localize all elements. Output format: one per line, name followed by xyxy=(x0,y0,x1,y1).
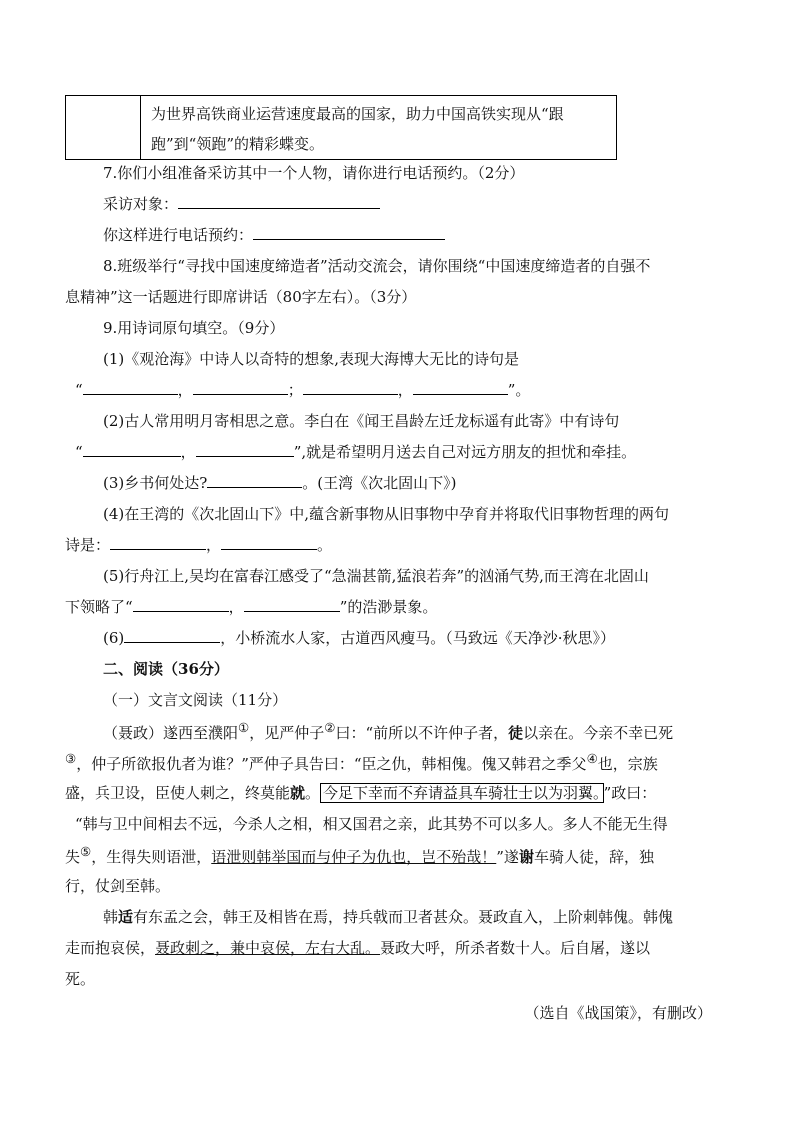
answer-blank[interactable] xyxy=(133,596,229,612)
question-9: 9.用诗词原句填空。（9分） xyxy=(103,319,285,337)
question-9-2: (2)古人常用明月寄相思之意。李白在《闻王昌龄左迁龙标遥有此寄》中有诗句 xyxy=(103,412,620,430)
q9-2-blanks: “ ， ”,就是希望明月送去自己对远方朋友的担忧和牵挂。 xyxy=(75,443,637,461)
answer-blank[interactable] xyxy=(221,534,317,550)
underlined-sentence: 聂政刺之，兼中哀侯，左右大乱。 xyxy=(155,939,381,957)
section-heading-reading: 二、阅读（36分） xyxy=(103,660,229,678)
underlined-sentence: 语泄则韩举国而与仲子为仇也，岂不殆哉！ xyxy=(211,848,497,866)
q9-4-blanks: 诗是： ， 。 xyxy=(65,536,333,554)
passage-line: ③，仲子所欲报仇者为谁？”严仲子具告曰：“臣之仇，韩相傀。傀又韩君之季父④也，宗族 xyxy=(65,751,658,773)
question-8-line2: 息精神”这一话题进行即席讲话（80字左右）。（3分） xyxy=(65,288,417,306)
answer-blank[interactable] xyxy=(207,472,302,488)
passage-line: 韩适有东孟之会，韩王及相皆在焉，持兵戟而卫者甚众。聂政直入，上阶刺韩傀。韩傀 xyxy=(103,908,674,926)
passage-line: 走而抱哀侯，聂政刺之，兼中哀侯，左右大乱。聂政大呼，所杀者数十人。后自屠，遂以 xyxy=(65,939,651,957)
boxed-sentence: 今足下幸而不弃请益具车骑壮士以为羽翼。 xyxy=(320,783,604,803)
q7-target-label: 采访对象： xyxy=(103,193,380,214)
answer-blank[interactable] xyxy=(124,627,220,643)
passage-line: 死。 xyxy=(65,970,96,988)
passage-line: 行，仗剑至韩。 xyxy=(65,877,171,895)
answer-blank[interactable] xyxy=(253,224,445,240)
answer-blank[interactable] xyxy=(178,193,380,209)
passage-line: “韩与卫中间相去不远，今杀人之相，相又国君之亲，此其势不可以多人。多人不能无生得 xyxy=(75,815,668,833)
question-9-6: (6) ，小桥流水人家，古道西风瘦马。（马致远《天净沙·秋思》） xyxy=(103,629,616,647)
question-9-1: (1)《观沧海》中诗人以奇特的想象,表现大海博大无比的诗句是 xyxy=(103,350,520,368)
subsection-heading-classical: （一）文言文阅读（11分） xyxy=(103,691,288,709)
question-9-4: (4)在王湾的《次北固山下》中,蕴含新事物从旧事物中孕育并将取代旧事物哲理的两句 xyxy=(103,505,670,523)
question-8-line1: 8.班级举行“寻找中国速度缔造者”活动交流会，请你围绕“中国速度缔造者的自强不 xyxy=(103,257,651,275)
answer-blank[interactable] xyxy=(196,441,294,457)
answer-blank[interactable] xyxy=(244,596,340,612)
answer-blank[interactable] xyxy=(83,441,181,457)
passage-line: （聂政）遂西至濮阳①，见严仲子②曰：“前所以不许仲子者，徒以亲在。今亲不幸已死 xyxy=(103,720,674,742)
question-9-3: (3)乡书何处达? 。(王湾《次北固山下》) xyxy=(103,474,457,492)
question-7: 7.你们小组准备采访其中一个人物，请你进行电话预约。（2分） xyxy=(103,164,525,182)
q9-5-blanks: 下领略了“ ， ”的浩渺景象。 xyxy=(65,598,438,616)
q9-1-blanks: “ ， ； ， ”。 xyxy=(75,381,531,399)
passage-line: 盛，兵卫设，臣使人刺之，终莫能就。 今足下幸而不弃请益具车骑壮士以为羽翼。 ”政曰： xyxy=(65,784,657,802)
answer-blank[interactable] xyxy=(110,534,206,550)
answer-blank[interactable] xyxy=(193,379,288,395)
table-cell-empty xyxy=(66,96,141,160)
answer-blank[interactable] xyxy=(303,379,398,395)
q7-call-label: 你这样进行电话预约： xyxy=(103,224,445,245)
passage-line: 失⑤，生得失则语泄，语泄则韩举国而与仲子为仇也，岂不殆哉！”遂谢车骑人徒，辞，独 xyxy=(65,844,654,866)
source-note: （选自《战国策》，有删改） xyxy=(524,1004,712,1022)
info-table xyxy=(65,95,617,160)
answer-blank[interactable] xyxy=(413,379,508,395)
table-cell-text: 为世界高铁商业运营速度最高的国家，助力中国高铁实现从“跟跑”到“领跑”的精彩蝶变。 xyxy=(141,96,617,160)
question-9-5: (5)行舟江上,吴均在富春江感受了“急湍甚箭,猛浪若奔”的汹涌气势,而王湾在北固山 xyxy=(103,567,649,585)
answer-blank[interactable] xyxy=(83,379,178,395)
